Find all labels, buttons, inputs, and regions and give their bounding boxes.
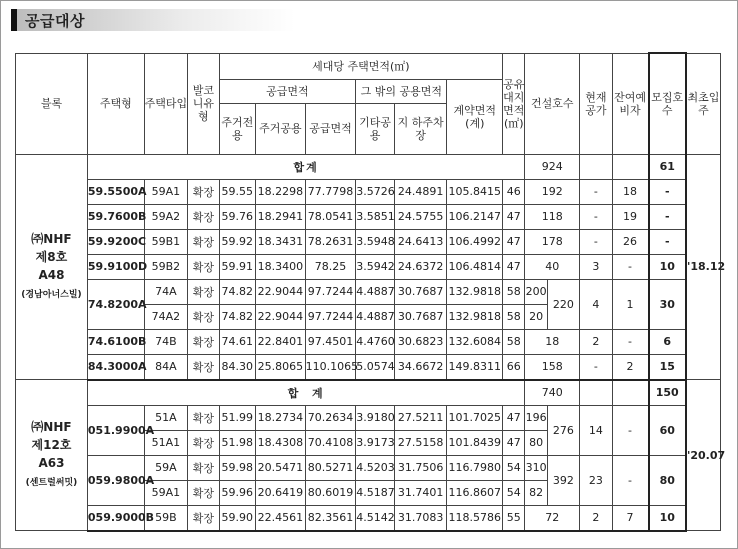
cell-excl: 74.82 — [219, 304, 255, 329]
total-label: 합 계 — [87, 380, 525, 406]
block-line: ㈜NHF — [31, 231, 72, 246]
cell-built-part: 20 — [525, 304, 547, 329]
cell-sub: 51A1 — [144, 430, 188, 455]
cell-oc: 4.5187 — [356, 480, 394, 505]
header-balcony-type: 발코니유형 — [188, 53, 219, 154]
cell-land: 55 — [503, 505, 525, 531]
header-housing-type: 주택형 — [87, 53, 144, 154]
cell-pk: 27.5158 — [394, 430, 447, 455]
cell-vac: - — [580, 354, 612, 380]
total-reserve — [612, 154, 648, 179]
cell-res: 26 — [612, 229, 648, 254]
block-line: 제8호 — [35, 249, 68, 264]
cell-rec: - — [649, 229, 686, 254]
cell-pk: 24.4891 — [394, 179, 447, 204]
cell-rc: 22.9044 — [256, 279, 306, 304]
cell-rec: 30 — [649, 279, 686, 329]
cell-built: 192 — [525, 179, 580, 204]
cell-rec: - — [649, 204, 686, 229]
cell-sup: 97.4501 — [305, 329, 356, 354]
cell-rc: 18.2941 — [256, 204, 306, 229]
first-move-in: '20.07 — [686, 380, 721, 531]
cell-res: 19 — [612, 204, 648, 229]
cell-bal: 확장 — [188, 229, 219, 254]
cell-land: 58 — [503, 304, 525, 329]
cell-built-part: 310 — [525, 455, 547, 480]
cell-built-part: 82 — [525, 480, 547, 505]
cell-pk: 24.6413 — [394, 229, 447, 254]
total-built: 740 — [525, 380, 580, 406]
cell-oc: 4.5142 — [356, 505, 394, 531]
total-built: 924 — [525, 154, 580, 179]
header-housing-subtype: 주택타입 — [144, 53, 188, 154]
cell-sub: 59B — [144, 505, 188, 531]
cell-bal: 확장 — [188, 405, 219, 430]
cell-vac: - — [580, 229, 612, 254]
cell-res: - — [612, 329, 648, 354]
cell-pk: 34.6672 — [394, 354, 447, 380]
cell-built: 158 — [525, 354, 580, 380]
table-row — [16, 179, 721, 204]
cell-oc: 3.9180 — [356, 405, 394, 430]
cell-sub: 74A2 — [144, 304, 188, 329]
block-line: 제12호 — [31, 438, 72, 452]
cell-built: 18 — [525, 329, 580, 354]
cell-land: 46 — [503, 179, 525, 204]
cell-pk: 24.5755 — [394, 204, 447, 229]
cell-land: 47 — [503, 254, 525, 279]
table-row — [16, 254, 721, 279]
block-line: ㈜NHF — [31, 420, 72, 434]
cell-ct: 101.8439 — [447, 430, 503, 455]
cell-built-sum: 220 — [547, 279, 579, 329]
total-vacant — [580, 154, 612, 179]
cell-rec: 10 — [649, 505, 686, 531]
cell-bal: 확장 — [188, 304, 219, 329]
cell-rc: 20.5471 — [256, 455, 306, 480]
cell-ct: 106.4814 — [447, 254, 503, 279]
cell-built: 40 — [525, 254, 580, 279]
cell-sub: 51A — [144, 405, 188, 430]
cell-sup: 77.7798 — [305, 179, 356, 204]
table-row — [16, 405, 721, 430]
cell-res: 2 — [612, 354, 648, 380]
header-first-move-in: 최초입주 — [686, 53, 721, 154]
total-label: 합계 — [87, 154, 525, 179]
header-supply-area: 공급면적 — [219, 79, 356, 103]
table-row — [16, 354, 721, 380]
cell-sub: 59A — [144, 455, 188, 480]
cell-bal: 확장 — [188, 204, 219, 229]
cell-built: 72 — [525, 505, 580, 531]
cell-excl: 59.92 — [219, 229, 255, 254]
cell-rec: 10 — [649, 254, 686, 279]
cell-sub: 74B — [144, 329, 188, 354]
table-row — [16, 229, 721, 254]
cell-land: 47 — [503, 405, 525, 430]
cell-sup: 78.25 — [305, 254, 356, 279]
cell-type: 74.6100B — [87, 329, 144, 354]
cell-sup: 82.3561 — [305, 505, 356, 531]
cell-type: 059.9000B — [87, 505, 144, 531]
cell-vac: 3 — [580, 254, 612, 279]
cell-type: 59.5500A — [87, 179, 144, 204]
cell-bal: 확장 — [188, 480, 219, 505]
cell-land: 54 — [503, 455, 525, 480]
cell-ct: 105.8415 — [447, 179, 503, 204]
cell-rc: 20.6419 — [256, 480, 306, 505]
cell-sub: 74A — [144, 279, 188, 304]
group-a63 — [16, 380, 726, 531]
cell-bal: 확장 — [188, 279, 219, 304]
cell-sup: 97.7244 — [305, 304, 356, 329]
cell-pk: 30.7687 — [394, 304, 447, 329]
cell-type: 051.9900A — [87, 405, 144, 455]
cell-pk: 30.6823 — [394, 329, 447, 354]
cell-built-part: 200 — [525, 279, 547, 304]
cell-bal: 확장 — [188, 254, 219, 279]
cell-type: 59.9100D — [87, 254, 144, 279]
cell-rec: 60 — [649, 405, 686, 455]
header-common-land-area: 공유대지면적(㎡) — [503, 53, 525, 154]
cell-res: 7 — [612, 505, 648, 531]
cell-oc: 3.5851 — [356, 204, 394, 229]
header-other-common: 그 밖의 공용면적 — [356, 79, 447, 103]
cell-vac: 4 — [580, 279, 612, 329]
header-other-common-col: 기타공용 — [356, 103, 394, 154]
cell-excl: 59.76 — [219, 204, 255, 229]
cell-oc: 4.4760 — [356, 329, 394, 354]
cell-oc: 4.5203 — [356, 455, 394, 480]
supply-table — [15, 52, 726, 532]
cell-built-part: 80 — [525, 430, 547, 455]
cell-vac: 14 — [580, 405, 612, 455]
table-header — [16, 53, 721, 154]
cell-bal: 확장 — [188, 354, 219, 380]
cell-sub: 59B2 — [144, 254, 188, 279]
cell-ct: 101.7025 — [447, 405, 503, 430]
cell-vac: 23 — [580, 455, 612, 505]
cell-ct: 116.8607 — [447, 480, 503, 505]
cell-built-sum: 276 — [547, 405, 579, 455]
cell-pk: 27.5211 — [394, 405, 447, 430]
cell-pk: 24.6372 — [394, 254, 447, 279]
cell-land: 47 — [503, 229, 525, 254]
cell-res: - — [612, 455, 648, 505]
table-row — [16, 329, 721, 354]
header-residential-common: 주거공용 — [256, 103, 306, 154]
cell-ct: 106.2147 — [447, 204, 503, 229]
table-row — [16, 204, 721, 229]
cell-sub: 59B1 — [144, 229, 188, 254]
cell-sup: 80.5271 — [305, 455, 356, 480]
cell-oc: 4.4887 — [356, 304, 394, 329]
cell-land: 58 — [503, 279, 525, 304]
header-remaining-reserve: 잔여예비자 — [612, 53, 648, 154]
header-supply-area-col: 공급면적 — [305, 103, 356, 154]
cell-res: - — [612, 405, 648, 455]
first-move-in: '18.12 — [686, 154, 721, 380]
total-reserve — [612, 380, 648, 406]
cell-rec: 6 — [649, 329, 686, 354]
cell-sup: 78.2631 — [305, 229, 356, 254]
group-a48 — [16, 154, 726, 380]
cell-land: 58 — [503, 329, 525, 354]
cell-sup: 78.0541 — [305, 204, 356, 229]
header-underground-parking: 지 하주차장 — [394, 103, 447, 154]
cell-sub: 59A1 — [144, 480, 188, 505]
cell-res: 18 — [612, 179, 648, 204]
cell-excl: 59.98 — [219, 455, 255, 480]
cell-land: 47 — [503, 430, 525, 455]
total-recruit: 61 — [649, 154, 686, 179]
cell-type: 59.7600B — [87, 204, 144, 229]
cell-sub: 59A1 — [144, 179, 188, 204]
cell-rec: 15 — [649, 354, 686, 380]
cell-excl: 51.99 — [219, 405, 255, 430]
block-cell — [16, 154, 88, 380]
table-row — [16, 455, 721, 480]
cell-oc: 4.4887 — [356, 279, 394, 304]
cell-oc: 3.5726 — [356, 179, 394, 204]
block-line: A63 — [38, 456, 65, 470]
cell-oc: 3.5948 — [356, 229, 394, 254]
block-cell — [16, 380, 88, 531]
header-residential-exclusive: 주거전용 — [219, 103, 255, 154]
cell-bal: 확장 — [188, 505, 219, 531]
cell-land: 66 — [503, 354, 525, 380]
cell-built: 178 — [525, 229, 580, 254]
cell-rc: 25.8065 — [256, 354, 306, 380]
cell-res: 1 — [612, 279, 648, 329]
cell-rec: - — [649, 179, 686, 204]
cell-oc: 3.9173 — [356, 430, 394, 455]
cell-land: 47 — [503, 204, 525, 229]
header-area-per-unit: 세대당 주택면적(㎡) — [219, 53, 503, 79]
cell-excl: 59.55 — [219, 179, 255, 204]
cell-sub: 84A — [144, 354, 188, 380]
cell-rec: 80 — [649, 455, 686, 505]
total-recruit: 150 — [649, 380, 686, 406]
cell-sub: 59A2 — [144, 204, 188, 229]
block-nickname: (경남아너스빌) — [21, 289, 82, 300]
cell-ct: 149.8311 — [447, 354, 503, 380]
cell-pk: 31.7401 — [394, 480, 447, 505]
cell-bal: 확장 — [188, 179, 219, 204]
section-header — [11, 9, 295, 31]
cell-type: 74.8200A — [87, 279, 144, 329]
section-title: 공급대상 — [25, 12, 85, 30]
cell-sup: 70.2634 — [305, 405, 356, 430]
cell-oc: 3.5942 — [356, 254, 394, 279]
cell-excl: 74.82 — [219, 279, 255, 304]
cell-built-sum: 392 — [547, 455, 579, 505]
cell-bal: 확장 — [188, 455, 219, 480]
cell-built-part: 196 — [525, 405, 547, 430]
cell-sup: 80.6019 — [305, 480, 356, 505]
cell-bal: 확장 — [188, 329, 219, 354]
cell-rc: 18.3431 — [256, 229, 306, 254]
cell-pk: 30.7687 — [394, 279, 447, 304]
cell-res: - — [612, 254, 648, 279]
cell-rc: 18.4308 — [256, 430, 306, 455]
cell-type: 059.9800A — [87, 455, 144, 505]
cell-ct: 118.5786 — [447, 505, 503, 531]
cell-rc: 18.2734 — [256, 405, 306, 430]
table-row — [16, 505, 721, 531]
cell-ct: 132.9818 — [447, 304, 503, 329]
cell-sup: 97.7244 — [305, 279, 356, 304]
cell-ct: 106.4992 — [447, 229, 503, 254]
cell-type: 59.9200C — [87, 229, 144, 254]
cell-ct: 116.7980 — [447, 455, 503, 480]
cell-rc: 22.4561 — [256, 505, 306, 531]
cell-bal: 확장 — [188, 430, 219, 455]
cell-vac: - — [580, 204, 612, 229]
cell-excl: 84.30 — [219, 354, 255, 380]
cell-built: 118 — [525, 204, 580, 229]
table-row — [16, 279, 721, 304]
cell-excl: 51.98 — [219, 430, 255, 455]
cell-ct: 132.9818 — [447, 279, 503, 304]
cell-vac: 2 — [580, 505, 612, 531]
block-nickname: (센트럴써밋) — [25, 478, 78, 488]
cell-sup: 110.1065 — [305, 354, 356, 380]
cell-rc: 22.8401 — [256, 329, 306, 354]
header-contract-area: 계약면적(계) — [447, 79, 503, 154]
cell-vac: - — [580, 179, 612, 204]
cell-oc: 5.0574 — [356, 354, 394, 380]
block-line: A48 — [38, 267, 65, 282]
cell-rc: 22.9044 — [256, 304, 306, 329]
header-block: 블록 — [16, 53, 88, 154]
cell-rc: 18.3400 — [256, 254, 306, 279]
cell-land: 54 — [503, 480, 525, 505]
cell-pk: 31.7083 — [394, 505, 447, 531]
cell-excl: 59.90 — [219, 505, 255, 531]
cell-excl: 59.96 — [219, 480, 255, 505]
cell-excl: 59.91 — [219, 254, 255, 279]
header-built-units: 건설호수 — [525, 53, 580, 154]
header-recruit-units: 모집호수 — [649, 53, 686, 154]
total-vacant — [580, 380, 612, 406]
cell-ct: 132.6084 — [447, 329, 503, 354]
cell-pk: 31.7506 — [394, 455, 447, 480]
header-current-vacant: 현재공가 — [580, 53, 612, 154]
cell-vac: 2 — [580, 329, 612, 354]
cell-rc: 18.2298 — [256, 179, 306, 204]
cell-sup: 70.4108 — [305, 430, 356, 455]
cell-type: 84.3000A — [87, 354, 144, 380]
cell-excl: 74.61 — [219, 329, 255, 354]
